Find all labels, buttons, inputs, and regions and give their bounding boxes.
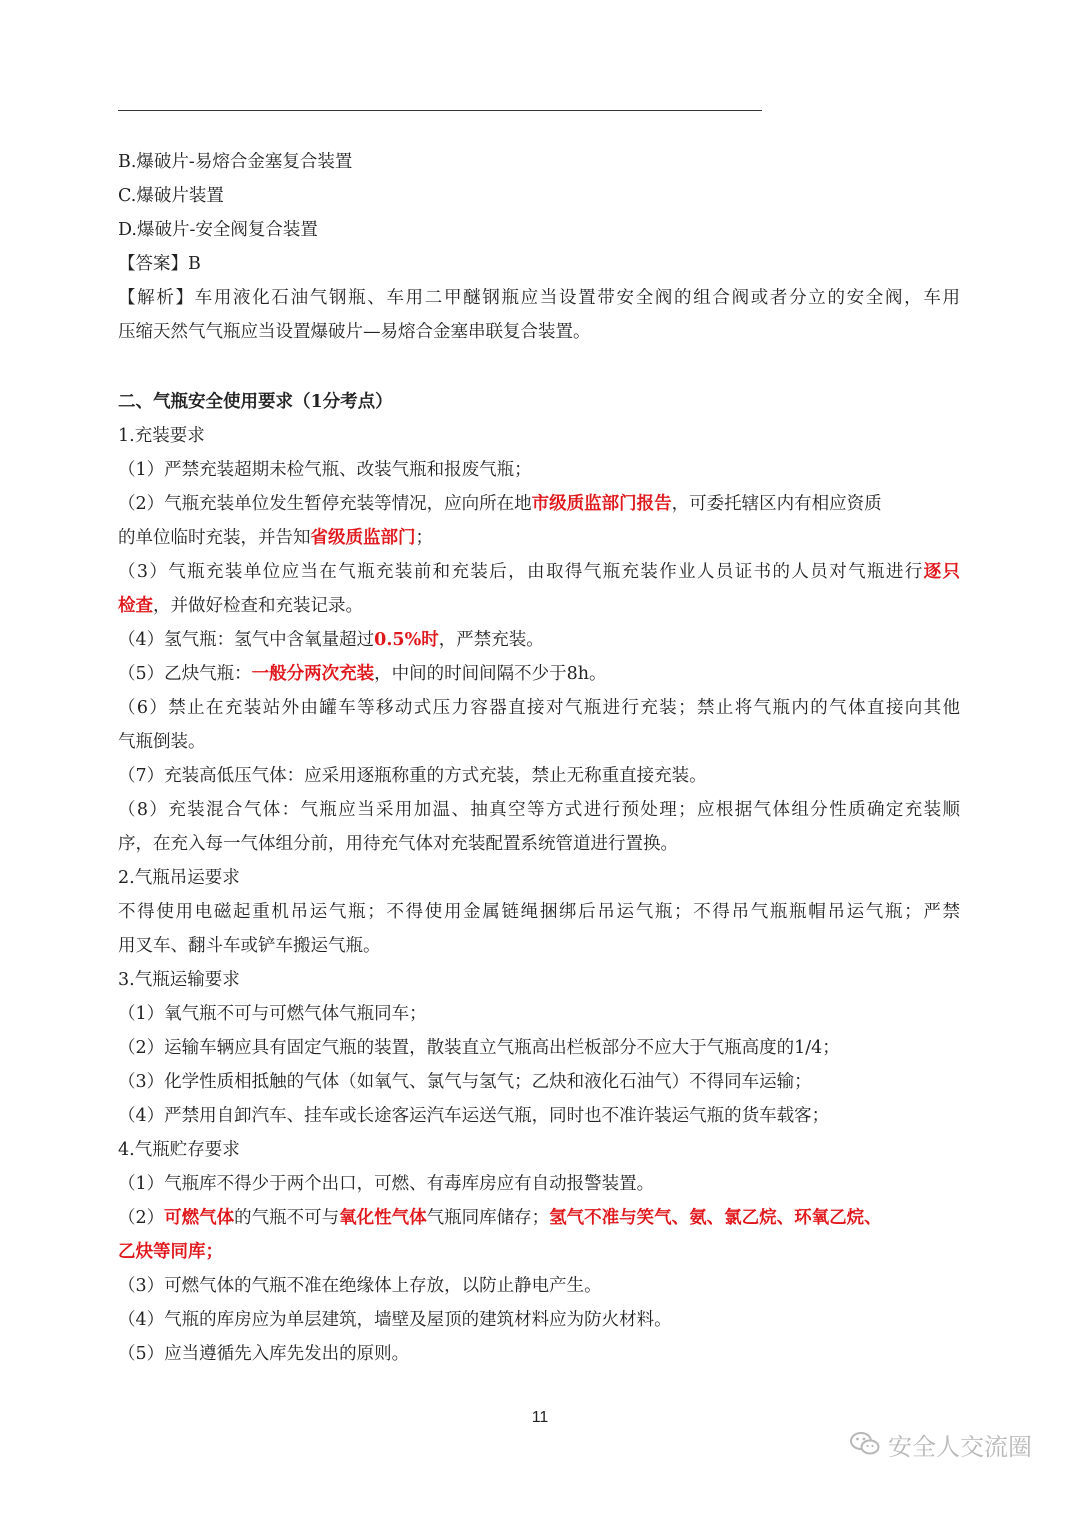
filling-item-3-line-1: [118, 555, 960, 589]
subsection-2-title: 2.气瓶吊运要求: [118, 868, 240, 888]
text: （2）: [118, 1208, 165, 1228]
transport-item-1: （1）氧气瓶不可与可燃气体气瓶同车；: [118, 1004, 427, 1024]
subsection-4-title: 4.气瓶贮存要求: [118, 1140, 240, 1160]
subsection-1-title: 1.充装要求: [118, 426, 205, 446]
text: ，并做好检查和充装记录。: [153, 596, 363, 616]
text: 气瓶同库储存；: [426, 1208, 550, 1228]
filling-item-2-line-1: [118, 487, 960, 521]
analysis-line-2: 压缩天然气气瓶应当设置爆破片—易熔合金塞串联复合装置。: [118, 322, 591, 342]
filling-item-1: （1）严禁充装超期未检气瓶、改装气瓶和报废气瓶；: [118, 460, 532, 480]
highlight: 逐只: [923, 562, 960, 582]
highlight: 氢气不准与笑气、氨、氯乙烷、环氧乙烷、: [549, 1208, 882, 1228]
highlight: 0.5%时: [374, 630, 439, 650]
lifting-paragraph-line-2: 用叉车、翻斗车或铲车搬运气瓶。: [118, 936, 381, 956]
text: ，可委托辖区内有相应资质: [671, 494, 882, 514]
filling-item-3-line-2: [118, 589, 960, 623]
text: ，严禁充装。: [438, 630, 544, 650]
text: ，中间的时间间隔不少于8h。: [374, 664, 607, 684]
text: 的单位临时充装，并告知: [118, 528, 311, 548]
text: （5）乙炔气瓶：: [118, 664, 252, 684]
answer: 【答案】B: [118, 254, 201, 274]
text: ；: [415, 528, 433, 548]
highlight: 乙炔等同库；: [118, 1242, 223, 1262]
text: （4）氢气瓶：氢气中含氧量超过: [118, 630, 375, 650]
filling-item-8-line-1: （8）充装混合气体：气瓶应当采用加温、抽真空等方式进行预处理；应根据气体组分性质确定充装顺: [118, 800, 960, 820]
lifting-paragraph-line-1: 不得使用电磁起重机吊运气瓶；不得使用金属链绳捆绑后吊运气瓶；不得吊气瓶瓶帽吊运气瓶；严禁: [118, 902, 960, 922]
transport-item-4: （4）严禁用自卸汽车、挂车或长途客运汽车运送气瓶，同时也不准许装运气瓶的货车载客；: [118, 1106, 830, 1126]
option-b: B.爆破片-易熔合金塞复合装置: [118, 152, 353, 172]
storage-item-3: （3）可燃气体的气瓶不准在绝缘体上存放，以防止静电产生。: [118, 1276, 602, 1296]
highlight: 省级质监部门: [310, 528, 416, 548]
analysis-line-1: 【解析】车用液化石油气钢瓶、车用二甲醚钢瓶应当设置带安全阀的组合阀或者分立的安全阀，车用: [118, 288, 960, 308]
filling-item-6-line-2: 气瓶倒装。: [118, 732, 206, 752]
storage-item-5: （5）应当遵循先入库先发出的原则。: [118, 1344, 410, 1364]
filling-item-6-line-1: （6）禁止在充装站外由罐车等移动式压力容器直接对气瓶进行充装；禁止将气瓶内的气体直接向其他: [118, 698, 960, 718]
text: （2）气瓶充装单位发生暂停充装等情况，应向所在地: [118, 494, 532, 514]
page-number: 11: [531, 1409, 549, 1426]
text: 的气瓶不可与: [234, 1208, 340, 1228]
option-c: C.爆破片装置: [118, 186, 224, 206]
section-title: 二、气瓶安全使用要求（1分考点）: [118, 392, 393, 412]
highlight: 可燃气体: [164, 1208, 235, 1228]
watermark-text: 安全人交流圈: [888, 1432, 1032, 1461]
storage-item-4: （4）气瓶的库房应为单层建筑，墙壁及屋顶的建筑材料应为防火材料。: [118, 1310, 672, 1330]
option-d: D.爆破片-安全阀复合装置: [118, 220, 318, 240]
watermark: [850, 1424, 1032, 1464]
highlight: 一般分两次充装: [251, 664, 375, 684]
wechat-icon: [850, 1431, 880, 1457]
storage-item-2-line-2: [118, 1235, 960, 1269]
highlight: 检查: [118, 596, 153, 616]
storage-item-1: （1）气瓶库不得少于两个出口，可燃、有毒库房应有自动报警装置。: [118, 1174, 655, 1194]
highlight: 市级质监部门报告: [531, 494, 672, 514]
filling-item-5: [118, 657, 960, 691]
storage-item-2-line-1: [118, 1201, 960, 1235]
filling-item-4: [118, 623, 960, 657]
transport-item-2: （2）运输车辆应具有固定气瓶的装置，散装直立气瓶高出栏板部分不应大于气瓶高度的1/4；: [118, 1038, 840, 1058]
filling-item-7: （7）充装高低压气体：应采用逐瓶称重的方式充装，禁止无称重直接充装。: [118, 766, 707, 786]
highlight: 氧化性气体: [339, 1208, 427, 1228]
filling-item-8-line-2: 序，在充入每一气体组分前，用待充气体对充装配置系统管道进行置换。: [118, 834, 678, 854]
subsection-3-title: 3.气瓶运输要求: [118, 970, 240, 990]
transport-item-3: （3）化学性质相抵触的气体（如氧气、氯气与氢气；乙炔和液化石油气）不得同车运输；: [118, 1072, 812, 1092]
text: （3）气瓶充装单位应当在气瓶充装前和充装后，由取得气瓶充装作业人员证书的人员对气瓶进行: [118, 562, 924, 582]
top-divider: [118, 110, 762, 111]
document-body: [118, 145, 960, 1371]
filling-item-2-line-2: [118, 521, 960, 555]
